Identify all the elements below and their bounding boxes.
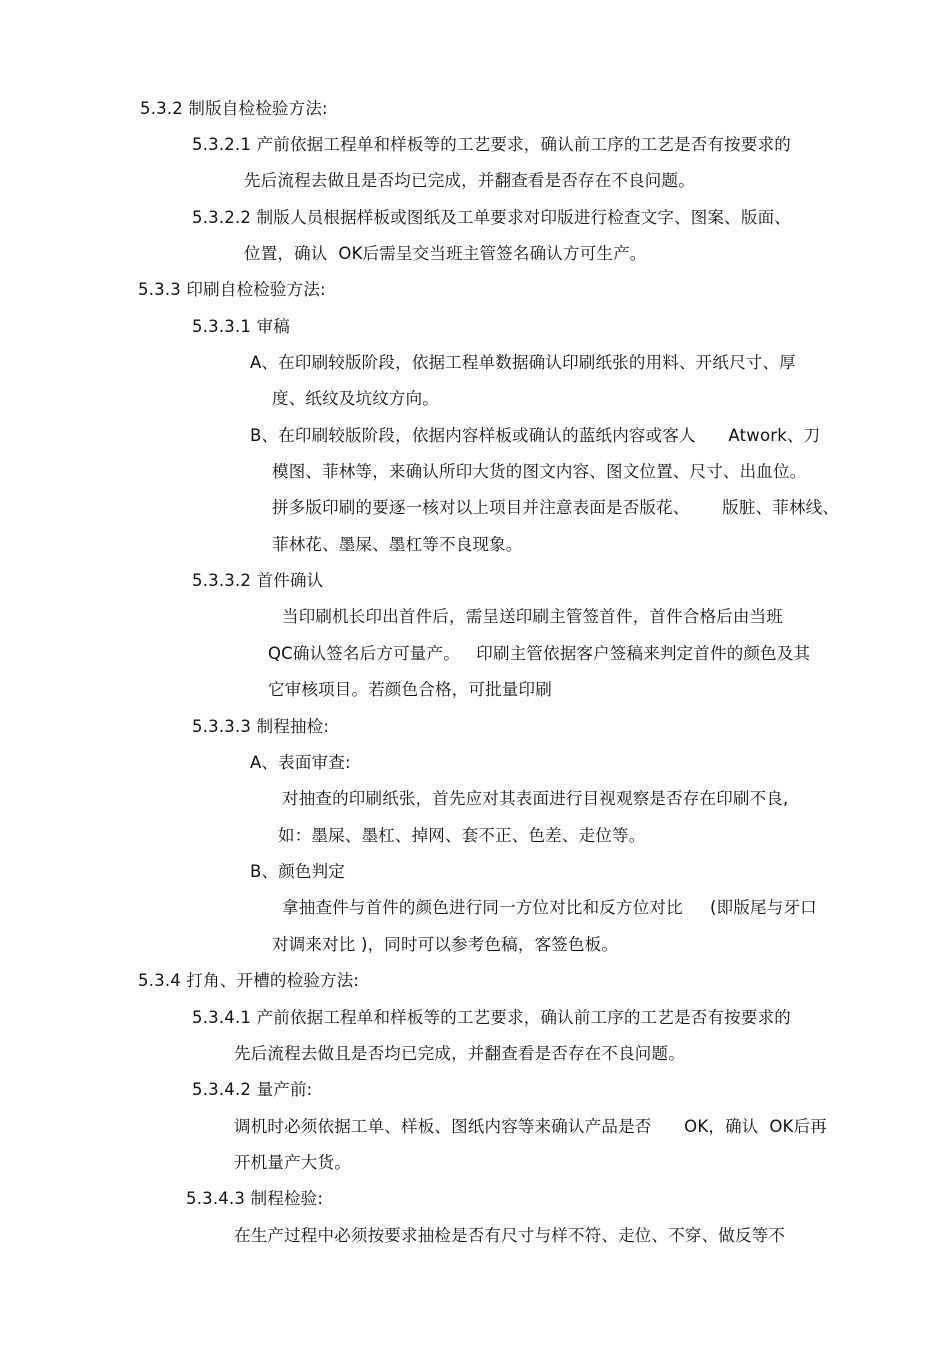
heading-5-3-4-2: 5.3.4.2 量产前:	[192, 1080, 313, 1099]
paragraph-line: 如：墨屎、墨杠、掉网、套不正、色差、走位等。	[278, 826, 646, 845]
paragraph-5-3-4-1: 5.3.4.1 产前依据工程单和样板等的工艺要求，确认前工序的工艺是否有按要求的	[192, 1008, 791, 1027]
paragraph-line: 拿抽查件与首件的颜色进行同一方位对比和反方位对比 (即版尾与牙口	[282, 898, 817, 917]
paragraph-line: QC确认签名后方可量产。 印刷主管依据客户签稿来判定首件的颜色及其	[268, 644, 811, 663]
paragraph-5-3-2-2: 5.3.2.2 制版人员根据样板或图纸及工单要求对印版进行检查文字、图案、版面、	[192, 208, 791, 227]
heading-5-3-4-3: 5.3.4.3 制程检验:	[186, 1189, 324, 1208]
paragraph-line: 模图、菲林等，来确认所印大货的图文内容、图文位置、尺寸、出血位。	[272, 462, 807, 481]
paragraph-line: 对抽查的印刷纸张，首先应对其表面进行目视观察是否存在印刷不良,	[282, 789, 789, 808]
paragraph-line: 对调来对比 )，同时可以参考色稿，客签色板。	[272, 935, 619, 954]
heading-5-3-3-2: 5.3.3.2 首件确认	[192, 571, 324, 590]
list-item-a: A、在印刷较版阶段，依据工程单数据确认印刷纸张的用料、开纸尺寸、厚	[250, 353, 796, 372]
heading-5-3-3-1: 5.3.3.1 审稿	[192, 317, 290, 336]
list-item-b: B、在印刷较版阶段，依据内容样板或确认的蓝纸内容或客人 Atwork、刀	[250, 426, 821, 445]
paragraph-line: 当印刷机长印出首件后，需呈送印刷主管签首件，首件合格后由当班	[282, 607, 783, 626]
paragraph-5-3-2-1: 5.3.2.1 产前依据工程单和样板等的工艺要求，确认前工序的工艺是否有按要求的	[192, 135, 791, 154]
heading-5-3-3: 5.3.3 印刷自检检验方法:	[138, 280, 326, 299]
paragraph-line: 菲林花、墨屎、墨杠等不良现象。	[272, 535, 523, 554]
paragraph-line: 先后流程去做且是否均已完成，并翻查看是否存在不良问题。	[244, 171, 695, 190]
paragraph-line: 调机时必须依据工单、样板、图纸内容等来确认产品是否 OK，确认 OK后再	[234, 1117, 827, 1136]
heading-5-3-3-3: 5.3.3.3 制程抽检:	[192, 717, 330, 736]
heading-5-3-4: 5.3.4 打角、开槽的检验方法:	[138, 971, 360, 990]
heading-5-3-2: 5.3.2 制版自检检验方法:	[140, 99, 328, 118]
list-item-a: A、表面审查:	[250, 753, 351, 772]
paragraph-line: 先后流程去做且是否均已完成，并翻查看是否存在不良问题。	[234, 1044, 685, 1063]
paragraph-line: 它审核项目。若颜色合格，可批量印刷	[268, 680, 552, 699]
paragraph-line: 度、纸纹及坑纹方向。	[272, 389, 439, 408]
paragraph-line: 位置，确认 OK后需呈交当班主管签名确认方可生产。	[244, 244, 647, 263]
list-item-b: B、颜色判定	[250, 862, 346, 881]
paragraph-line: 拼多版印刷的要逐一核对以上项目并注意表面是否版花、 版脏、菲林线、	[272, 498, 840, 517]
paragraph-line: 开机量产大货。	[234, 1153, 351, 1172]
paragraph-line: 在生产过程中必须按要求抽检是否有尺寸与样不符、走位、不穿、做反等不	[234, 1226, 786, 1245]
